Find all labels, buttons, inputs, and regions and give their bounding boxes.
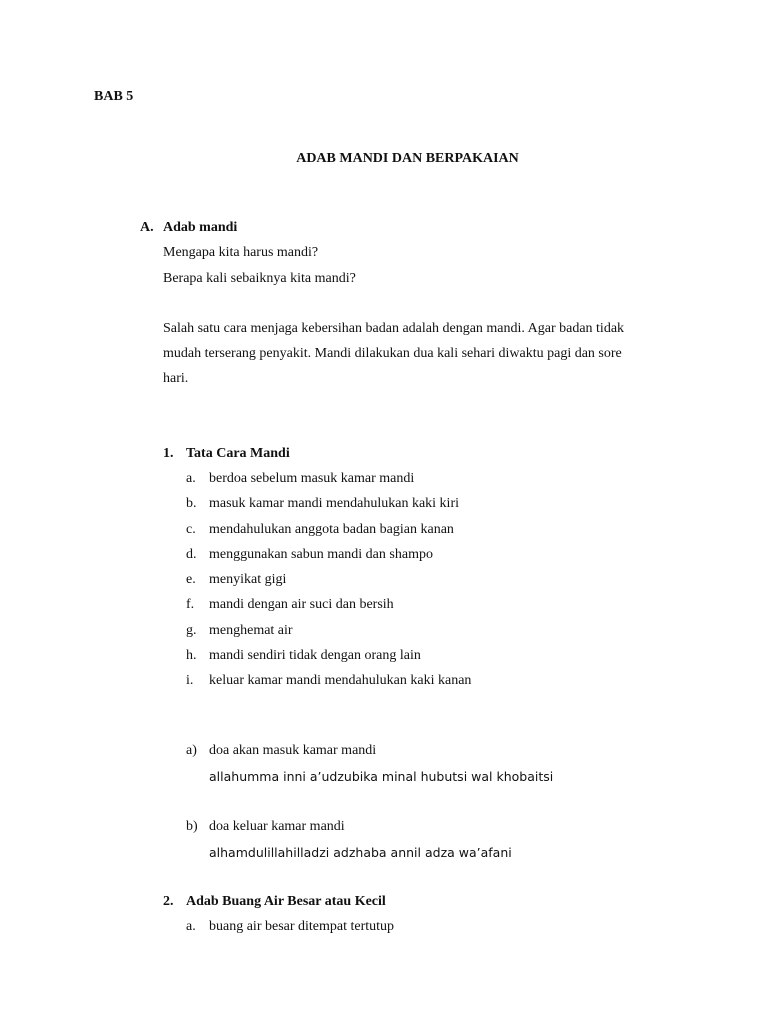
list-text: mandi sendiri tidak dengan orang lain [209,648,421,663]
paragraph-line: mudah terserang penyakit. Mandi dilakukan dua kali sehari diwaktu pagi dan sore [163,346,622,361]
list-text: menghemat air [209,623,293,638]
question-line: Mengapa kita harus mandi? [163,245,319,260]
list-text: mandi dengan air suci dan bersih [209,597,394,612]
prayer-marker: a) [186,743,197,758]
list-text: buang air besar ditempat tertutup [209,919,395,934]
list-marker: c. [186,522,196,537]
list-marker: e. [186,572,196,587]
question-line: Berapa kali sebaiknya kita mandi? [163,271,356,286]
list-text: keluar kamar mandi mendahulukan kaki kanan [209,673,472,688]
prayer-label: doa akan masuk kamar mandi [209,743,377,758]
list-text: berdoa sebelum masuk kamar mandi [209,471,415,486]
subsection-1-heading: Tata Cara Mandi [186,446,290,461]
list-text: menyikat gigi [209,572,287,587]
paragraph-line: hari. [163,371,189,386]
list-marker: i. [186,673,194,688]
paragraph-line: Salah satu cara menjaga kebersihan badan adalah dengan mandi. Agar badan tidak [163,321,625,336]
prayer-marker: b) [186,819,198,834]
page-title: ADAB MANDI DAN BERPAKAIAN [296,151,519,166]
prayer-label: doa keluar kamar mandi [209,819,345,834]
list-marker: b. [186,496,197,511]
list-marker: d. [186,547,197,562]
prayer-text: allahumma inni a’udzubika minal hubutsi wal khobaitsi [209,769,554,784]
subsection-2-marker: 2. [163,894,174,909]
chapter-label: BAB 5 [94,89,134,104]
list-marker: g. [186,623,197,638]
subsection-1-marker: 1. [163,446,174,461]
subsection-2-heading: Adab Buang Air Besar atau Kecil [186,894,386,909]
list-text: mendahulukan anggota badan bagian kanan [209,522,454,537]
list-marker: f. [186,597,195,612]
prayer-text: alhamdulillahilladzi adzhaba annil adza wa’afani [209,845,512,860]
section-a-heading: Adab mandi [163,220,238,235]
list-marker: h. [186,648,197,663]
list-text: masuk kamar mandi mendahulukan kaki kiri [209,496,459,511]
list-marker: a. [186,919,196,934]
section-a-marker: A. [140,220,154,235]
list-text: menggunakan sabun mandi dan shampo [209,547,433,562]
list-marker: a. [186,471,196,486]
